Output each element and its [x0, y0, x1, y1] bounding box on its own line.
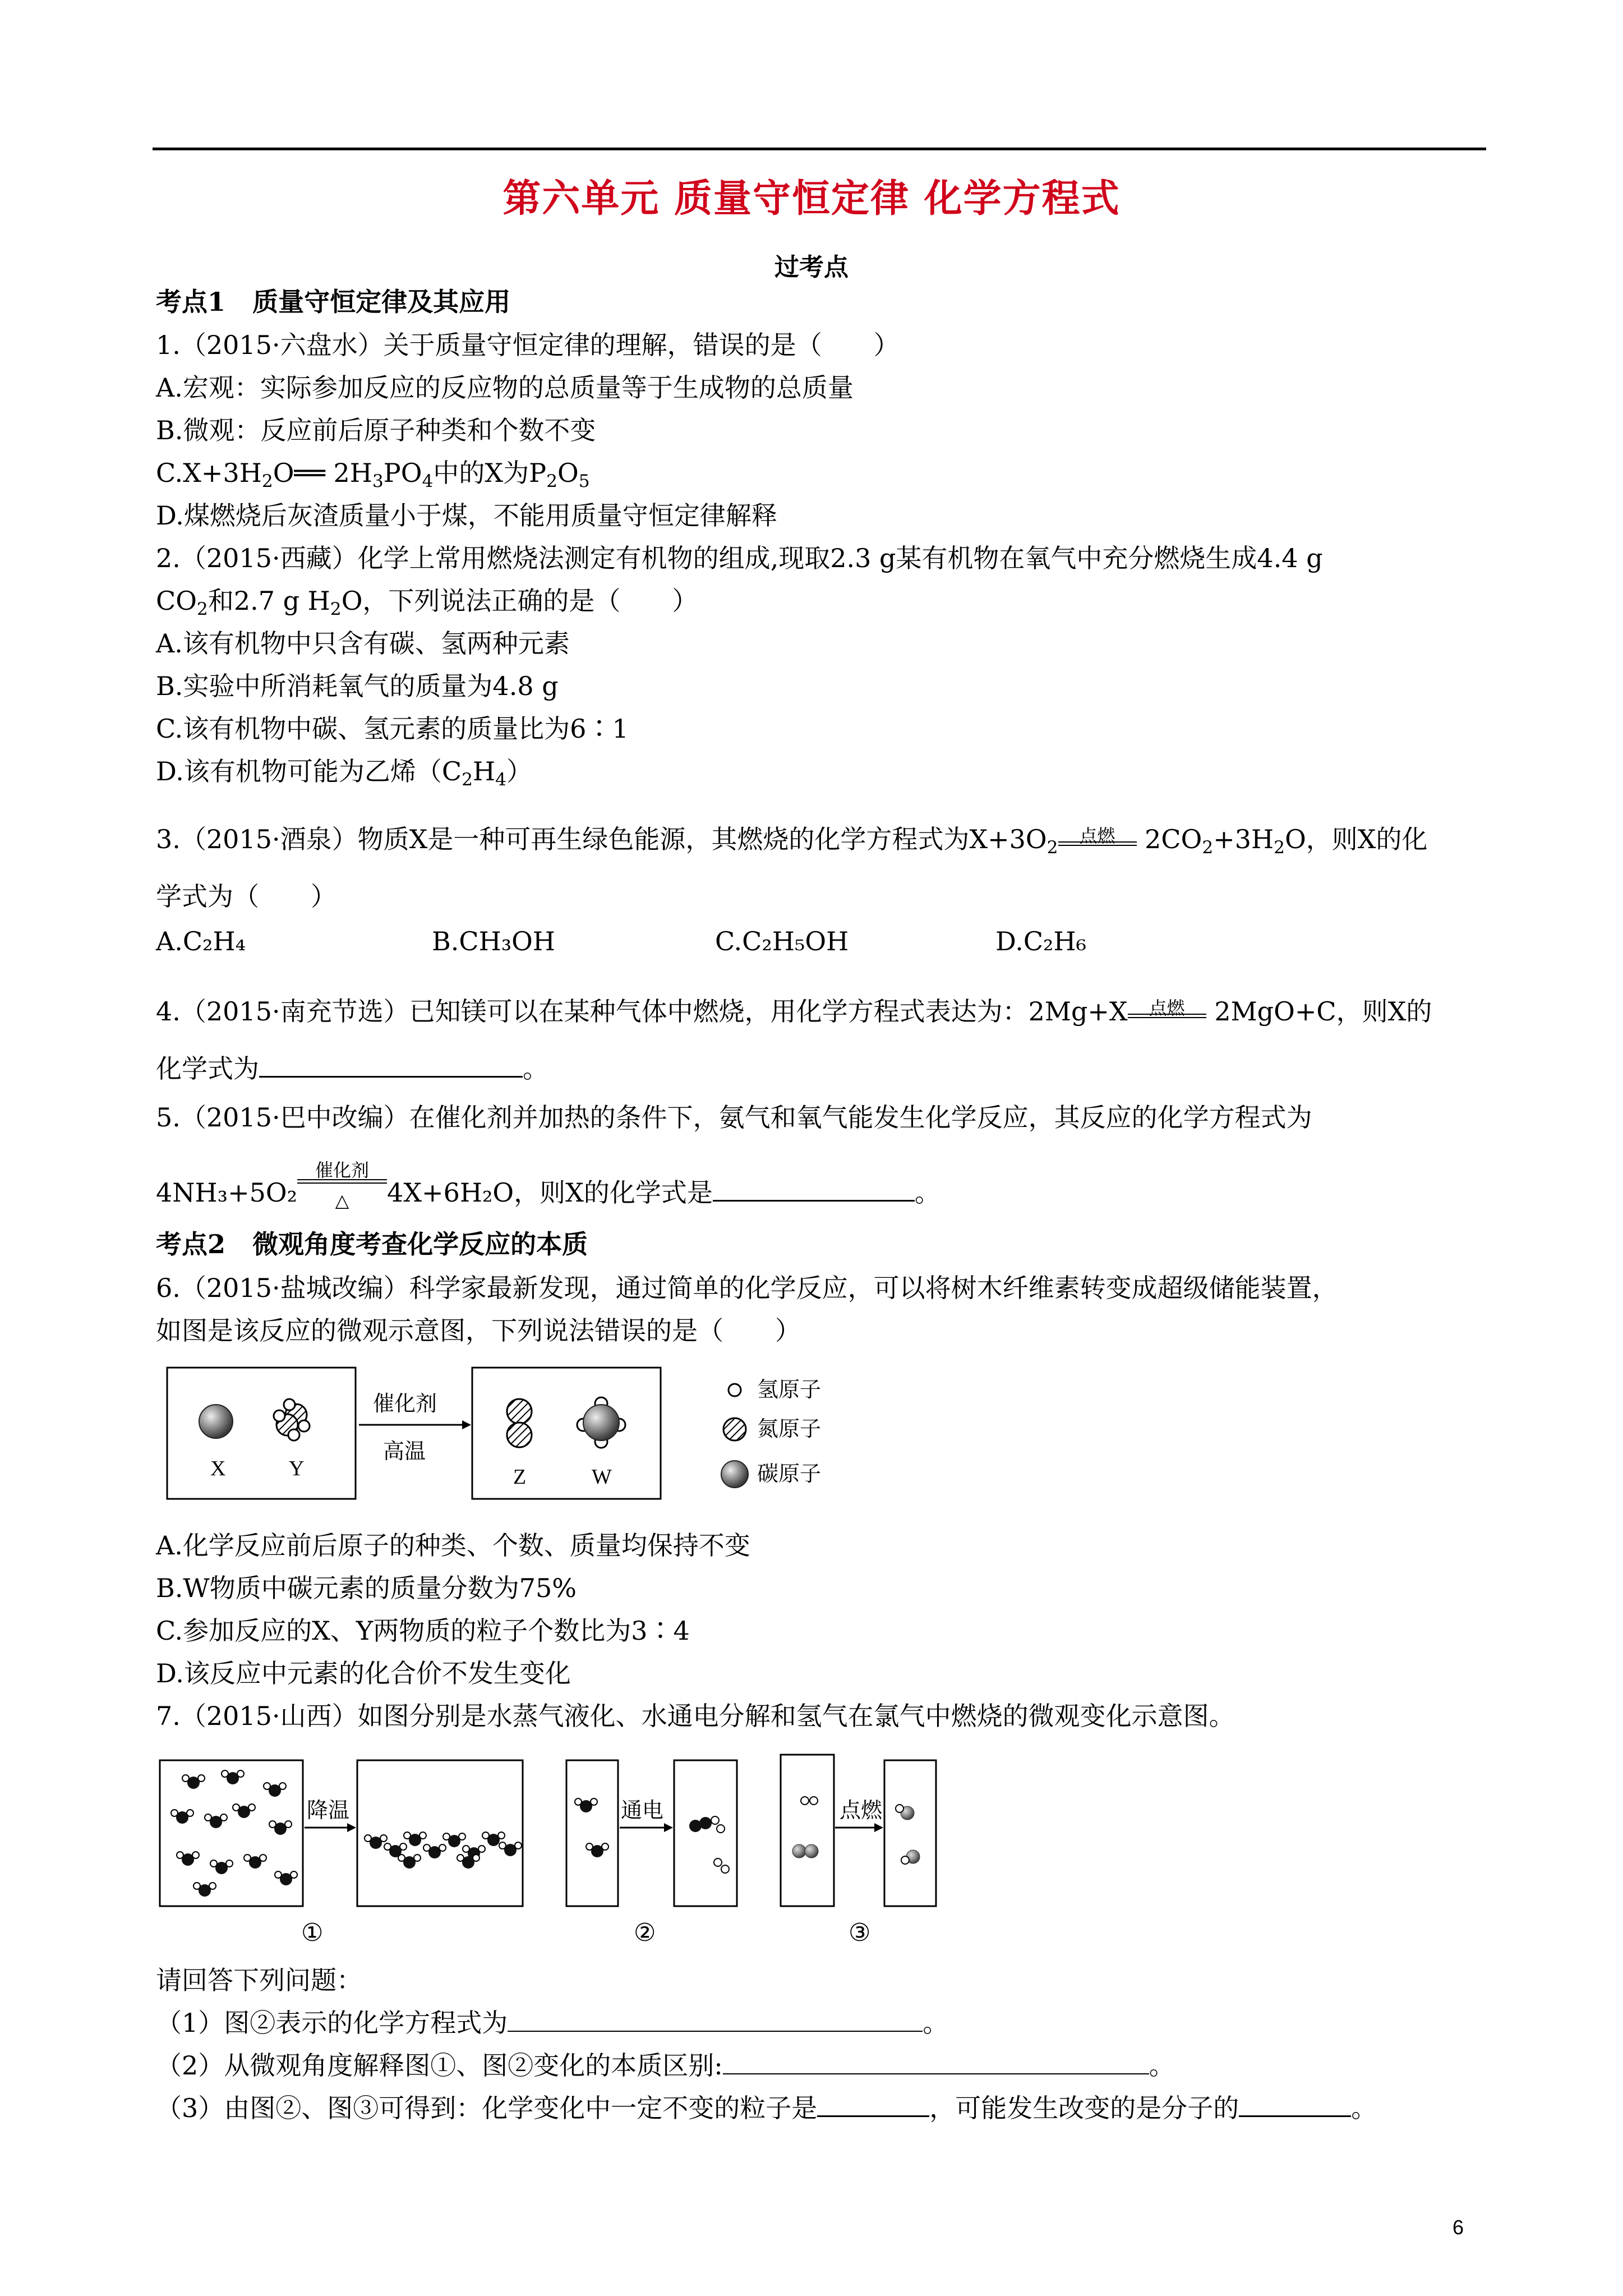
q7-micro-diagrams	[154, 1750, 962, 1952]
q6-option-a: A.化学反应前后原子的种类、个数、质量均保持不变	[156, 1530, 750, 1561]
legend-carbon-label: 碳原子	[757, 1461, 822, 1486]
q3-option-c: C.C₂H₅OH	[715, 926, 849, 956]
q1-stem: 1.（2015·六盘水）关于质量守恒定律的理解，错误的是（ ）	[156, 330, 900, 360]
reaction-arrow: 点燃	[1058, 823, 1137, 855]
q7-subquestion-1: （1）图②表示的化学方程式为 。	[156, 2008, 949, 2038]
arrow-2-label: 通电	[621, 1798, 664, 1823]
q6-reaction-diagram	[163, 1363, 892, 1509]
q7-subquestion-3: （3）由图②、图③可得到：化学变化中一定不变的粒子是 ，可能发生改变的是分子的 。	[156, 2093, 1377, 2123]
diagram-3-label: ③	[849, 1918, 871, 1947]
page-number: 6	[1453, 2216, 1464, 2239]
carbon-atom-x	[199, 1405, 233, 1438]
legend-nitrogen-label: 氮原子	[757, 1416, 822, 1441]
hydrogen-atom	[274, 1410, 285, 1421]
q6-option-b: B.W物质中碳元素的质量分数为75%	[156, 1573, 577, 1603]
legend-hydrogen-label: 氢原子	[757, 1377, 822, 1402]
header-rule	[153, 148, 1486, 150]
diagram-2-after-box	[674, 1760, 737, 1906]
section-2-heading: 考点2 微观角度考查化学反应的本质	[156, 1229, 588, 1259]
q1-option-a: A.宏观：实际参加反应的反应物的总质量等于生成物的总质量	[156, 372, 854, 403]
q2-option-a: A.该有机物中只含有碳、氢两种元素	[156, 628, 570, 659]
legend-nitrogen-icon	[723, 1418, 746, 1441]
label-y: Y	[289, 1457, 305, 1480]
reaction-arrow: 催化剂 △	[297, 1177, 387, 1208]
q2-option-d: D.该有机物可能为乙烯$(C_2H_4)$	[156, 756, 532, 790]
q2-stem-line-2: $CO_2$和2.7 g $H_2O$，下列说法正确的是（ ）	[156, 586, 698, 619]
label-w: W	[592, 1465, 612, 1489]
q3-option-a: A.C₂H₄	[156, 926, 246, 956]
q5-answer-blank[interactable]	[713, 1177, 915, 1202]
diagram-2-label: ②	[634, 1918, 656, 1947]
page-title: 第六单元 质量守恒定律 化学方程式	[502, 176, 1121, 221]
nitrogen-atom	[507, 1399, 532, 1424]
q6-stem-line-2: 如图是该反应的微观示意图，下列说法错误的是（ ）	[156, 1315, 801, 1346]
q1-option-d: D.煤燃烧后灰渣质量小于煤，不能用质量守恒定律解释	[156, 500, 777, 531]
diagram-2-before-box	[566, 1760, 618, 1906]
diagram-3-after-box	[884, 1760, 936, 1906]
legend-carbon-icon	[721, 1461, 748, 1488]
q2-option-b: B.实验中所消耗氧气的质量为4.8 g	[156, 671, 559, 701]
nitrogen-atom	[507, 1423, 532, 1447]
label-z: Z	[513, 1465, 527, 1489]
diagram-1-label: ①	[301, 1918, 324, 1947]
q5-stem: 5.（2015·巴中改编）在催化剂并加热的条件下，氨气和氧气能发生化学反应，其反应的化学方程式为	[156, 1102, 1312, 1133]
arrow-bottom-label: 高温	[383, 1439, 426, 1464]
q3-stem-line-2: 学式为（ ）	[156, 881, 336, 912]
label-x: X	[210, 1457, 226, 1480]
q5-equation: 4NH₃+5O₂ 催化剂 △ 4X+6H₂O，则X的化学式是 。	[156, 1159, 940, 1211]
q4-stem-line-2: 化学式为 。	[156, 1053, 548, 1084]
q6-option-d: D.该反应中元素的化合价不发生变化	[156, 1658, 571, 1688]
q7-subquestion-2: （2）从微观角度解释图①、图②变化的本质区别: 。	[156, 2050, 1175, 2081]
q6-stem-line-1: 6.（2015·盐城改编）科学家最新发现，通过简单的化学反应，可以将树木纤维素转变成超级储能装置，	[156, 1273, 1338, 1303]
reactant-box	[167, 1368, 356, 1499]
arrow-1-label: 降温	[307, 1798, 350, 1823]
hydrogen-atom	[284, 1399, 295, 1410]
hydrogen-atom	[288, 1429, 299, 1441]
reaction-arrow: 点燃	[1128, 996, 1206, 1027]
q7-1-answer-blank[interactable]	[508, 2008, 923, 2032]
arrow-3-label: 点燃	[840, 1798, 883, 1823]
q7-stem: 7.（2015·山西）如图分别是水蒸气液化、水通电分解和氢气在氯气中燃烧的微观变化示意图。	[156, 1701, 1235, 1731]
carbon-atom	[583, 1405, 619, 1441]
q7-3b-answer-blank[interactable]	[1239, 2093, 1351, 2117]
q3-option-b: B.CH₃OH	[432, 926, 556, 956]
q3-option-d: D.C₂H₆	[995, 926, 1087, 956]
hydrogen-atom	[298, 1420, 310, 1432]
q4-stem-line-1: 4.（2015·南充节选）已知镁可以在某种气体中燃烧，用化学方程式表达为：2Mg+X 点燃 2MgO+C，则X的	[156, 996, 1432, 1027]
q4-answer-blank[interactable]	[259, 1053, 523, 1078]
q7-2-answer-blank[interactable]	[723, 2051, 1149, 2074]
q2-stem-line-1: 2.（2015·西藏）化学上常用燃烧法测定有机物的组成,现取2.3 g某有机物在氧气中充分燃烧生成4.4 g	[156, 543, 1323, 573]
q7-3a-answer-blank[interactable]	[817, 2093, 929, 2117]
legend-hydrogen-icon	[728, 1384, 741, 1396]
page-subtitle: 过考点	[774, 253, 849, 282]
diagram-1-after-box	[357, 1760, 523, 1906]
q2-option-c: C.该有机物中碳、氢元素的质量比为6∶1	[156, 714, 629, 744]
diagram-3-before-box	[781, 1755, 834, 1906]
product-box	[472, 1368, 661, 1499]
q7-prompt: 请回答下列问题：	[156, 1965, 362, 1995]
q1-option-c: $C.X+3H_2O══$ $2H_3PO_4$中的X为$P_2O_5$	[156, 458, 590, 491]
section-1-heading: 考点1 质量守恒定律及其应用	[156, 287, 511, 317]
q6-option-c: C.参加反应的X、Y两物质的粒子个数比为3∶4	[156, 1616, 690, 1646]
q1-option-b: B.微观：反应前后原子种类和个数不变	[156, 415, 596, 445]
arrow-top-label: 催化剂	[373, 1391, 437, 1416]
q3-stem-line-1: 3.（2015·酒泉）物质X是一种可再生绿色能源，其燃烧的化学方程式为$X+3O_2$ 点燃 $2CO_2+3H_2O$，则X的化	[156, 824, 1428, 858]
